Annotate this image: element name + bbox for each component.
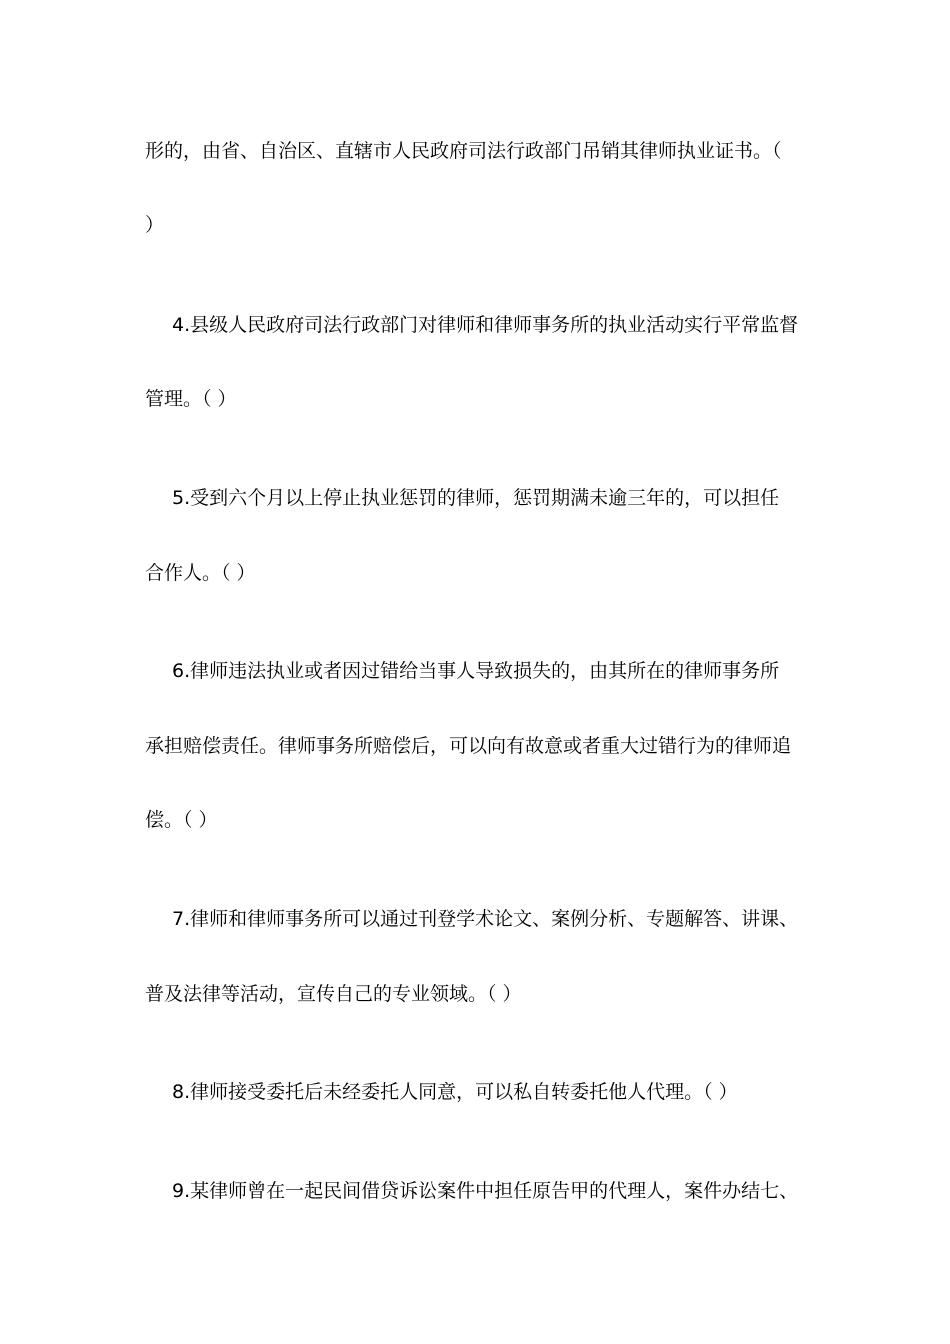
question-7-line-2: 普及法律等活动，宣传自己的专业领域。（ ）: [145, 983, 522, 1005]
question-6-line-2: 承担赔偿责任。律师事务所赔偿后，可以向有故意或者重大过错行为的律师追: [145, 735, 792, 757]
question-4-line-1: 4.县级人民政府司法行政部门对律师和律师事务所的执业活动实行平常监督: [172, 314, 799, 336]
question-5-line-2: 合作人。（ ）: [145, 562, 256, 584]
question-8-line-1: 8.律师接受委托后未经委托人同意，可以私自转委托他人代理。（ ）: [172, 1081, 738, 1103]
paragraph-3-line-2: 形的，由省、自治区、直辖市人民政府司法行政部门吊销其律师执业证书。（: [145, 140, 782, 162]
paragraph-3-line-3: ）: [145, 214, 165, 236]
question-9-line-1: 9.某律师曾在一起民间借贷诉讼案件中担任原告甲的代理人，案件办结七、: [172, 1180, 799, 1202]
question-7-line-1: 7.律师和律师事务所可以通过刊登学术论文、案例分析、专题解答、讲课、: [172, 908, 799, 930]
question-5-line-1: 5.受到六个月以上停止执业惩罚的律师，惩罚期满未逾三年的，可以担任: [172, 487, 780, 509]
question-4-line-2: 管理。（ ）: [145, 388, 237, 410]
question-6-line-1: 6.律师违法执业或者因过错给当事人导致损失的，由其所在的律师事务所: [172, 660, 780, 682]
question-6-line-3: 偿。（ ）: [145, 809, 218, 831]
